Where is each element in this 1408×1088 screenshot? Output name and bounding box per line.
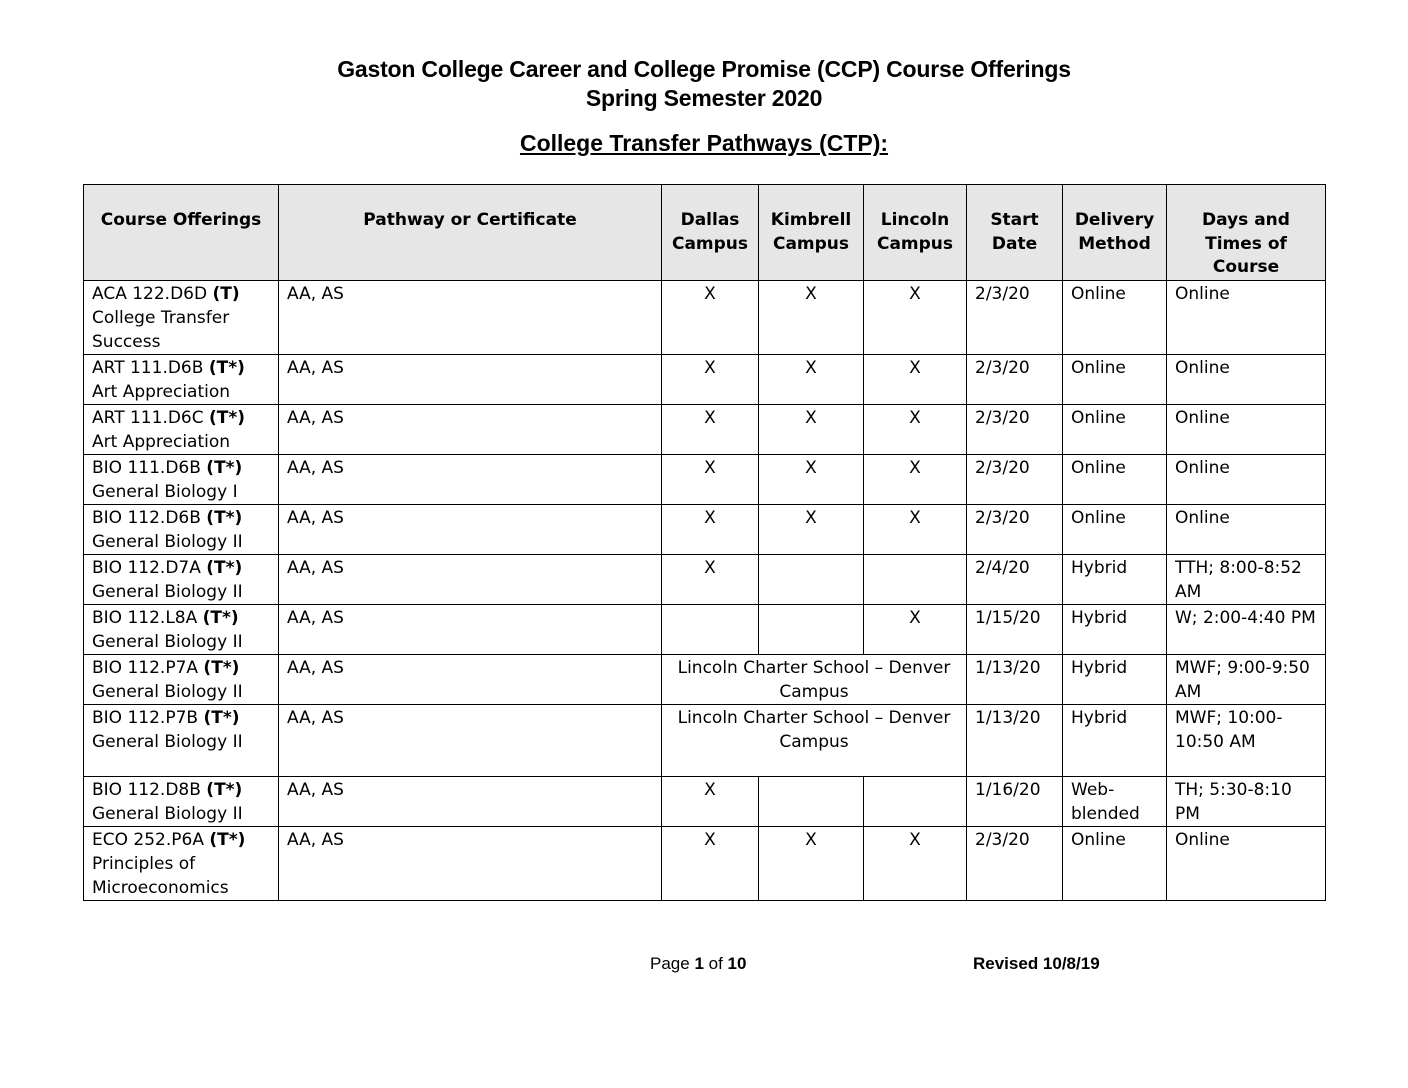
kimbrell-campus-cell: X	[759, 281, 864, 355]
kimbrell-campus-cell: X	[759, 505, 864, 555]
lincoln-campus-cell	[864, 555, 967, 605]
course-cell	[84, 655, 279, 705]
pathway-cell: AA, AS	[279, 281, 662, 355]
course-cell	[84, 777, 279, 827]
dallas-campus-cell: X	[662, 455, 759, 505]
start-date-cell: 2/3/20	[967, 455, 1063, 505]
table-row	[84, 405, 1326, 455]
lincoln-campus-cell: X	[864, 405, 967, 455]
course-cell	[84, 281, 279, 355]
course-name: General Biology II	[92, 632, 243, 652]
delivery-method-cell: Online	[1063, 505, 1167, 555]
dallas-campus-cell	[662, 605, 759, 655]
delivery-method-cell: Online	[1063, 455, 1167, 505]
kimbrell-campus-cell: X	[759, 355, 864, 405]
course-cell	[84, 705, 279, 777]
dallas-campus-cell: X	[662, 555, 759, 605]
dallas-campus-cell: X	[662, 355, 759, 405]
delivery-method-cell: Hybrid	[1063, 555, 1167, 605]
course-name: Principles of Microeconomics	[92, 854, 229, 898]
course-cell	[84, 505, 279, 555]
pathway-cell: AA, AS	[279, 777, 662, 827]
start-date-cell: 2/4/20	[967, 555, 1063, 605]
delivery-method-cell: Hybrid	[1063, 605, 1167, 655]
days-times-cell: TH; 5:30-8:10 PM	[1167, 777, 1326, 827]
course-offerings-table	[83, 184, 1326, 901]
days-times-cell: MWF; 10:00-10:50 AM	[1167, 705, 1326, 777]
document-title: Gaston College Career and College Promise (CCP) Course Offerings	[337, 56, 1071, 82]
kimbrell-campus-cell: X	[759, 405, 864, 455]
transfer-flag: (T*)	[208, 358, 245, 378]
course-code: ACA 122.D6D	[92, 284, 208, 304]
delivery-method-cell: Online	[1063, 827, 1167, 901]
table-row	[84, 705, 1326, 777]
days-times-cell: Online	[1167, 405, 1326, 455]
course-cell	[84, 355, 279, 405]
transfer-flag: (T*)	[203, 708, 240, 728]
delivery-method-cell: Hybrid	[1063, 705, 1167, 777]
days-times-cell: Online	[1167, 281, 1326, 355]
lincoln-campus-cell	[864, 777, 967, 827]
table-row	[84, 355, 1326, 405]
transfer-flag: (T*)	[203, 658, 240, 678]
dallas-campus-cell: X	[662, 505, 759, 555]
table-row	[84, 281, 1326, 355]
table-row	[84, 777, 1326, 827]
pathway-cell: AA, AS	[279, 655, 662, 705]
pathway-cell: AA, AS	[279, 455, 662, 505]
col-lincoln-campus: Lincoln Campus	[864, 185, 967, 281]
transfer-flag: (T*)	[206, 558, 243, 578]
pathway-cell: AA, AS	[279, 605, 662, 655]
table-row	[84, 555, 1326, 605]
days-times-cell: Online	[1167, 827, 1326, 901]
start-date-cell: 2/3/20	[967, 405, 1063, 455]
pathway-cell: AA, AS	[279, 505, 662, 555]
course-code: BIO 112.P7A	[92, 658, 199, 678]
col-delivery-method: Delivery Method	[1063, 185, 1167, 281]
dallas-campus-cell: X	[662, 777, 759, 827]
course-cell	[84, 405, 279, 455]
course-code: ART 111.D6B	[92, 358, 204, 378]
start-date-cell: 1/13/20	[967, 655, 1063, 705]
course-cell	[84, 827, 279, 901]
col-days-times: Days and Times of Course	[1167, 185, 1326, 281]
course-cell	[84, 455, 279, 505]
delivery-method-cell: Online	[1063, 405, 1167, 455]
course-code: ECO 252.P6A	[92, 830, 204, 850]
pathway-cell: AA, AS	[279, 355, 662, 405]
table-row	[84, 655, 1326, 705]
days-times-cell: Online	[1167, 355, 1326, 405]
course-name: General Biology II	[92, 732, 243, 752]
kimbrell-campus-cell: X	[759, 455, 864, 505]
course-name: General Biology II	[92, 532, 243, 552]
table-row	[84, 505, 1326, 555]
course-cell	[84, 555, 279, 605]
days-times-cell: Online	[1167, 455, 1326, 505]
course-name: General Biology II	[92, 682, 243, 702]
campus-location-cell: Lincoln Charter School – Denver Campus	[662, 705, 967, 777]
start-date-cell: 2/3/20	[967, 505, 1063, 555]
pathway-cell: AA, AS	[279, 405, 662, 455]
col-dallas-campus: Dallas Campus	[662, 185, 759, 281]
course-code: ART 111.D6C	[92, 408, 204, 428]
course-code: BIO 111.D6B	[92, 458, 201, 478]
lincoln-campus-cell: X	[864, 281, 967, 355]
delivery-method-cell: Hybrid	[1063, 655, 1167, 705]
table-row	[84, 605, 1326, 655]
delivery-method-cell: Online	[1063, 355, 1167, 405]
delivery-method-cell: Web-blended	[1063, 777, 1167, 827]
kimbrell-campus-cell	[759, 777, 864, 827]
days-times-cell: Online	[1167, 505, 1326, 555]
start-date-cell: 1/15/20	[967, 605, 1063, 655]
table-row	[84, 455, 1326, 505]
lincoln-campus-cell: X	[864, 455, 967, 505]
course-code: BIO 112.D6B	[92, 508, 201, 528]
col-course-offerings: Course Offerings	[84, 185, 279, 281]
start-date-cell: 1/13/20	[967, 705, 1063, 777]
start-date-cell: 1/16/20	[967, 777, 1063, 827]
section-heading: College Transfer Pathways (CTP):	[519, 130, 889, 156]
course-code: BIO 112.P7B	[92, 708, 199, 728]
course-code: BIO 112.D8B	[92, 780, 201, 800]
kimbrell-campus-cell	[759, 605, 864, 655]
page-number: Page 1 of 10	[650, 954, 747, 973]
lincoln-campus-cell: X	[864, 605, 967, 655]
transfer-flag: (T*)	[209, 830, 246, 850]
col-pathway: Pathway or Certificate	[279, 185, 662, 281]
lincoln-campus-cell: X	[864, 827, 967, 901]
course-name: Art Appreciation	[92, 432, 231, 452]
course-cell	[84, 605, 279, 655]
course-code: BIO 112.D7A	[92, 558, 201, 578]
dallas-campus-cell: X	[662, 405, 759, 455]
start-date-cell: 2/3/20	[967, 281, 1063, 355]
semester-subtitle: Spring Semester 2020	[585, 85, 823, 111]
col-start-date: Start Date	[967, 185, 1063, 281]
revised-date: Revised 10/8/19	[973, 954, 1100, 973]
start-date-cell: 2/3/20	[967, 355, 1063, 405]
course-name: General Biology II	[92, 582, 243, 602]
days-times-cell: MWF; 9:00-9:50 AM	[1167, 655, 1326, 705]
kimbrell-campus-cell	[759, 555, 864, 605]
transfer-flag: (T*)	[206, 458, 243, 478]
pathway-cell: AA, AS	[279, 705, 662, 777]
col-kimbrell-campus: Kimbrell Campus	[759, 185, 864, 281]
start-date-cell: 2/3/20	[967, 827, 1063, 901]
lincoln-campus-cell: X	[864, 355, 967, 405]
days-times-cell: W; 2:00-4:40 PM	[1167, 605, 1326, 655]
transfer-flag: (T*)	[202, 608, 239, 628]
lincoln-campus-cell: X	[864, 505, 967, 555]
course-code: BIO 112.L8A	[92, 608, 198, 628]
course-name: Art Appreciation	[92, 382, 231, 402]
transfer-flag: (T*)	[206, 508, 243, 528]
kimbrell-campus-cell: X	[759, 827, 864, 901]
dallas-campus-cell: X	[662, 281, 759, 355]
transfer-flag: (T*)	[209, 408, 246, 428]
transfer-flag: (T*)	[206, 780, 243, 800]
dallas-campus-cell: X	[662, 827, 759, 901]
transfer-flag: (T)	[212, 284, 240, 304]
pathway-cell: AA, AS	[279, 555, 662, 605]
course-name: General Biology I	[92, 482, 238, 502]
delivery-method-cell: Online	[1063, 281, 1167, 355]
campus-location-cell: Lincoln Charter School – Denver Campus	[662, 655, 967, 705]
course-name: College Transfer Success	[92, 308, 230, 352]
table-row	[84, 827, 1326, 901]
table-header-row	[84, 185, 1326, 281]
pathway-cell: AA, AS	[279, 827, 662, 901]
days-times-cell: TTH; 8:00-8:52 AM	[1167, 555, 1326, 605]
course-name: General Biology II	[92, 804, 243, 824]
